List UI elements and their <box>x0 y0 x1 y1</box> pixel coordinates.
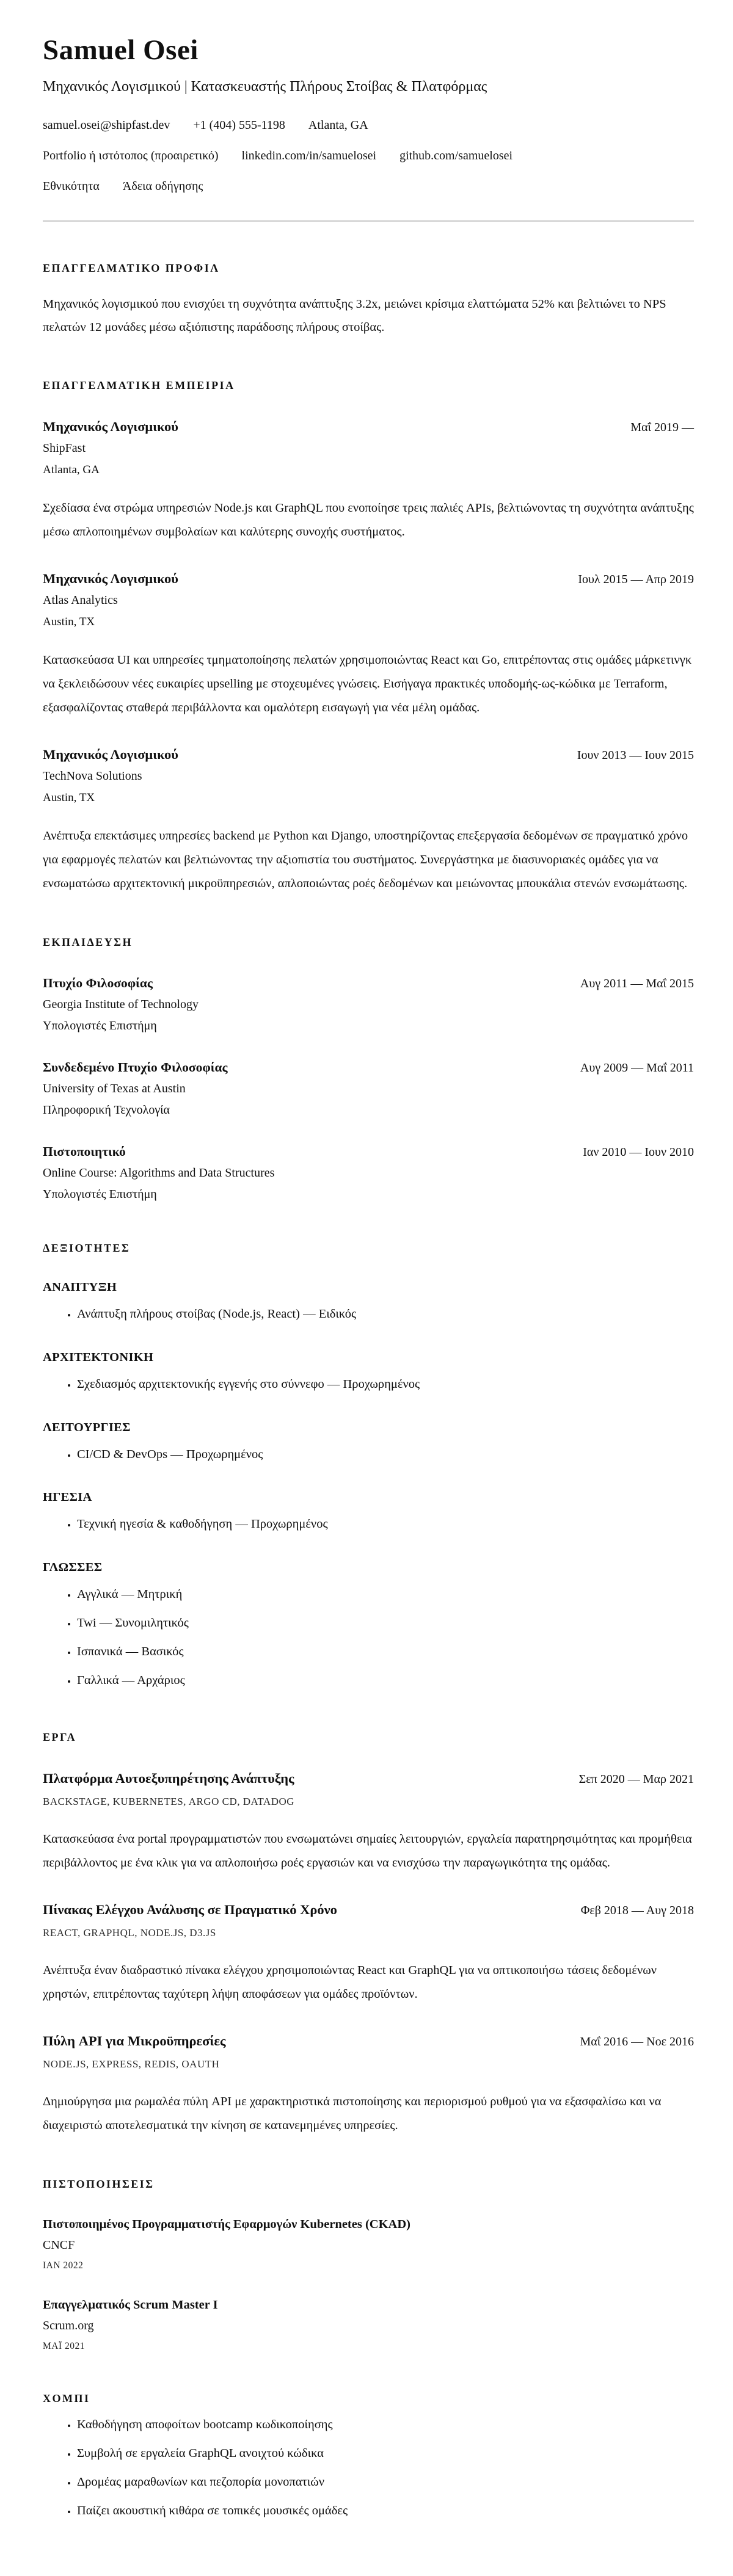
language-item: • Αγγλικά — Μητρική <box>77 1584 694 1605</box>
project-entry <box>43 1771 694 1875</box>
job-company: ShipFast <box>43 441 86 455</box>
header-divider <box>43 220 694 222</box>
job-dates: Ιουν 2013 — Ιουν 2015 <box>577 749 694 763</box>
project-tech: BACKSTAGE, KUBERNETES, ARGO CD, DATADOG <box>43 1796 295 1808</box>
certification-date: ΜΑΪ 2021 <box>43 2341 86 2352</box>
skill-group-name: ΑΝΑΠΤΥΞΗ <box>43 1280 117 1294</box>
project-head <box>43 1771 694 1787</box>
job-head <box>43 419 694 435</box>
education-school: Online Course: Algorithms and Data Structures <box>43 1166 275 1180</box>
project-dates: Φεβ 2018 — Αυγ 2018 <box>580 1904 694 1918</box>
certifications-heading: ΠΙΣΤΟΠΟΙΗΣΕΙΣ <box>43 2178 155 2191</box>
job-head <box>43 571 694 587</box>
section-education <box>43 936 694 1202</box>
phone-text: +1 (404) 555-1198 <box>193 118 285 132</box>
job-dates: Μαΐ 2019 — <box>630 421 694 435</box>
hobby-item: • Καθοδήγηση αποφοίτων bootcamp κωδικοποίησης <box>77 2415 694 2436</box>
project-entry <box>43 2033 694 2138</box>
job-head <box>43 747 694 763</box>
education-head <box>43 1144 694 1159</box>
certification-name: Πιστοποιημένος Προγραμματιστής Εφαρμογών Kubernetes (CKAD) <box>43 2218 410 2232</box>
project-title: Πλατφόρμα Αυτοεξυπηρέτησης Ανάπτυξης <box>43 1771 294 1787</box>
education-entry <box>43 1144 694 1202</box>
profile-text: Μηχανικός λογισμικού που ενισχύει τη συχνότητα ανάπτυξης 3.2x, μειώνει κρίσιμα ελαττώματα 52% και βελτιώνει το NPS πελατών 12 μονάδες μέσω αξιόπιστης παράδοσης πλήρους στοίβας. <box>43 297 666 334</box>
project-title: Πύλη API για Μικροϋπηρεσίες <box>43 2033 226 2049</box>
education-field: Πληροφορική Τεχνολογία <box>43 1103 170 1117</box>
certification-issuer: CNCF <box>43 2238 75 2252</box>
project-head <box>43 1902 694 1918</box>
skill-item: • Σχεδιασμός αρχιτεκτονικής εγγενής στο σύννεφο — Προχωρημένος <box>77 1374 694 1395</box>
hobbies-heading: ΧΟΜΠΙ <box>43 2392 90 2405</box>
project-head <box>43 2033 694 2049</box>
project-description: Ανέπτυξα έναν διαδραστικό πίνακα ελέγχου χρησιμοποιώντας React και GraphQL για να οπτικοποιήσω τάσεις δεδομένων χρηστών, επιτρέποντας ταχύτερη λήψη αποφάσεων για ομάδες προϊόντων. <box>43 1964 657 2001</box>
section-certifications <box>43 2178 694 2352</box>
job-entry <box>43 419 694 544</box>
skill-item: • CI/CD & DevOps — Προχωρημένος <box>77 1445 694 1465</box>
education-degree: Πτυχίο Φιλοσοφίας <box>43 975 153 990</box>
education-entry <box>43 1060 694 1117</box>
section-projects <box>43 1731 694 2138</box>
certification-entry <box>43 2218 694 2271</box>
portfolio-text: Portfolio ή ιστότοπος (προαιρετικό) <box>43 148 219 162</box>
project-tech: REACT, GRAPHQL, NODE.JS, D3.JS <box>43 1927 216 1939</box>
contact-row-links <box>43 149 694 163</box>
skills-heading: ΔΕΞΙΟΤΗΤΕΣ <box>43 1241 131 1254</box>
language-item: • Twi — Συνομιλητικός <box>77 1613 694 1634</box>
certification-entry <box>43 2298 694 2352</box>
experience-heading: ΕΠΑΓΓΕΛΜΑΤΙΚΗ ΕΜΠΕΙΡΙΑ <box>43 379 235 392</box>
location-text: Atlanta, GA <box>308 118 368 132</box>
job-entry <box>43 747 694 896</box>
nationality-label: Εθνικότητα <box>43 179 100 193</box>
profile-heading: ΕΠΑΓΓΕΛΜΑΤΙΚΟ ΠΡΟΦΙΛ <box>43 261 220 274</box>
job-location: Austin, TX <box>43 615 95 629</box>
job-dates: Ιουλ 2015 — Απρ 2019 <box>578 573 694 587</box>
language-item: • Ισπανικά — Βασικός <box>77 1642 694 1663</box>
job-title: Μηχανικός Λογισμικού <box>43 747 178 763</box>
driving-license-label: Άδεια οδήγησης <box>122 179 203 193</box>
education-dates: Αυγ 2009 — Μαΐ 2011 <box>580 1061 694 1075</box>
section-hobbies <box>43 2392 694 2521</box>
skill-group-name: ΗΓΕΣΙΑ <box>43 1490 92 1504</box>
project-entry <box>43 1902 694 2006</box>
section-skills <box>43 1242 694 1691</box>
email-text: samuel.osei@shipfast.dev <box>43 118 170 132</box>
skill-group-list <box>43 1514 694 1535</box>
job-company: Atlas Analytics <box>43 593 118 608</box>
contact-row-primary <box>43 118 694 132</box>
github-text: github.com/samuelosei <box>399 148 513 162</box>
hobby-item: • Παίζει ακουστική κιθάρα σε τοπικές μουσικές ομάδες <box>77 2501 694 2522</box>
contact-row-misc <box>43 180 694 194</box>
linkedin-text: linkedin.com/in/samuelosei <box>241 148 377 162</box>
certification-issuer: Scrum.org <box>43 2319 94 2333</box>
resume-header <box>43 34 694 222</box>
skill-group-list <box>43 1304 694 1325</box>
certification-date: ΙΑΝ 2022 <box>43 2260 84 2271</box>
skill-group-list <box>43 1445 694 1465</box>
project-tech: NODE.JS, EXPRESS, REDIS, OAUTH <box>43 2058 220 2070</box>
skill-group-list <box>43 1374 694 1395</box>
education-degree: Πιστοποιητικό <box>43 1144 126 1159</box>
certification-name: Επαγγελματικός Scrum Master I <box>43 2298 218 2312</box>
project-title: Πίνακας Ελέγχου Ανάλυσης σε Πραγματικό Χρόνο <box>43 1902 337 1918</box>
education-head <box>43 1060 694 1075</box>
hobby-item: • Δρομέας μαραθωνίων και πεζοπορία μονοπατιών <box>77 2472 694 2493</box>
skill-group-name: ΑΡΧΙΤΕΚΤΟΝΙΚΗ <box>43 1350 154 1364</box>
candidate-headline: Μηχανικός Λογισμικού | Κατασκευαστής Πλήρους Στοίβας & Πλατφόρμας <box>43 78 487 95</box>
education-dates: Ιαν 2010 — Ιουν 2010 <box>583 1145 694 1159</box>
education-field: Υπολογιστές Επιστήμη <box>43 1187 157 1201</box>
job-location: Atlanta, GA <box>43 463 100 477</box>
education-school: University of Texas at Austin <box>43 1081 186 1095</box>
skill-item: • Ανάπτυξη πλήρους στοίβας (Node.js, React) — Ειδικός <box>77 1304 694 1325</box>
language-list <box>43 1584 694 1691</box>
job-description: Σχεδίασα ένα στρώμα υπηρεσιών Node.js και GraphQL που ενοποίησε τρεις παλιές APIs, βελτιώνοντας τη συχνότητα ανάπτυξης μέσω απλοποιημένων συμβολαίων και καλύτερης συνοχής συστήματος. <box>43 501 694 539</box>
education-head <box>43 976 694 991</box>
skill-group-name: ΓΛΩΣΣΕΣ <box>43 1561 103 1575</box>
section-profile <box>43 262 694 339</box>
job-location: Austin, TX <box>43 791 95 805</box>
section-experience <box>43 379 694 896</box>
skill-group-name: ΛΕΙΤΟΥΡΓΙΕΣ <box>43 1420 131 1434</box>
education-heading: ΕΚΠΑΙΔΕΥΣΗ <box>43 935 133 948</box>
project-description: Κατασκεύασα ένα portal προγραμματιστών που ενσωματώνει σημαίες λειτουργιών, εργαλεία παρατηρησιμότητας και προμήθεια περιβάλλοντος με ένα κλικ για να απλοποιήσω ροές εργασιών και να ενισχύσω την παραγωγικότητα της ομάδας. <box>43 1832 692 1870</box>
education-dates: Αυγ 2011 — Μαΐ 2015 <box>580 976 694 990</box>
projects-heading: ΕΡΓΑ <box>43 1731 77 1744</box>
job-description: Ανέπτυξα επεκτάσιμες υπηρεσίες backend με Python και Django, υποστηρίζοντας επεξεργασία δεδομένων σε πραγματικό χρόνο για εφαρμογές πελατών και βελτιώνοντας την αξιοπιστία του συστήματος. Συνεργάστηκα με διασυνοριακές ομάδες για να ενσωματώσω αρχιτεκτονική μικροϋπηρεσιών, απλοποιώντας ροές δεδομένων και μειώνοντας μπουκάλια στενών ενσωμάτωσης. <box>43 829 688 891</box>
project-description: Δημιούργησα μια ρωμαλέα πύλη API με χαρακτηριστικά πιστοποίησης και περιορισμού ρυθμού για να εξασφαλίσω και να διαχειριστώ αποτελεσματικά την κίνηση σε κατανεμημένες υπηρεσίες. <box>43 2095 662 2133</box>
job-entry <box>43 571 694 720</box>
job-title: Μηχανικός Λογισμικού <box>43 419 178 435</box>
project-dates: Μαΐ 2016 — Νοε 2016 <box>580 2035 694 2049</box>
education-school: Georgia Institute of Technology <box>43 997 199 1011</box>
candidate-name: Samuel Osei <box>43 34 199 66</box>
education-degree: Συνδεδεμένο Πτυχίο Φιλοσοφίας <box>43 1059 228 1075</box>
education-field: Υπολογιστές Επιστήμη <box>43 1018 157 1032</box>
project-dates: Σεπ 2020 — Μαρ 2021 <box>578 1772 694 1787</box>
language-item: • Γαλλικά — Αρχάριος <box>77 1671 694 1691</box>
hobbies-list <box>43 2415 694 2521</box>
job-company: TechNova Solutions <box>43 769 142 783</box>
education-entry <box>43 976 694 1033</box>
job-description: Κατασκεύασα UI και υπηρεσίες τμηματοποίησης πελατών χρησιμοποιώντας React και Go, επιτρέποντας στις ομάδες μάρκετινγκ να ξεκλειδώσουν νέες ευκαιρίες upselling με στοχευμένες γνώσεις. Εισήγαγα πρακτικές υποδομής-ως-κώδικα με Terraform, εξασφαλίζοντας σταθερά περιβάλλοντα και ομαλότερη εισαγωγή για νέα μέλη ομάδας. <box>43 653 692 715</box>
skill-item: • Τεχνική ηγεσία & καθοδήγηση — Προχωρημένος <box>77 1514 694 1535</box>
job-title: Μηχανικός Λογισμικού <box>43 571 178 587</box>
hobby-item: • Συμβολή σε εργαλεία GraphQL ανοιχτού κώδικα <box>77 2444 694 2464</box>
